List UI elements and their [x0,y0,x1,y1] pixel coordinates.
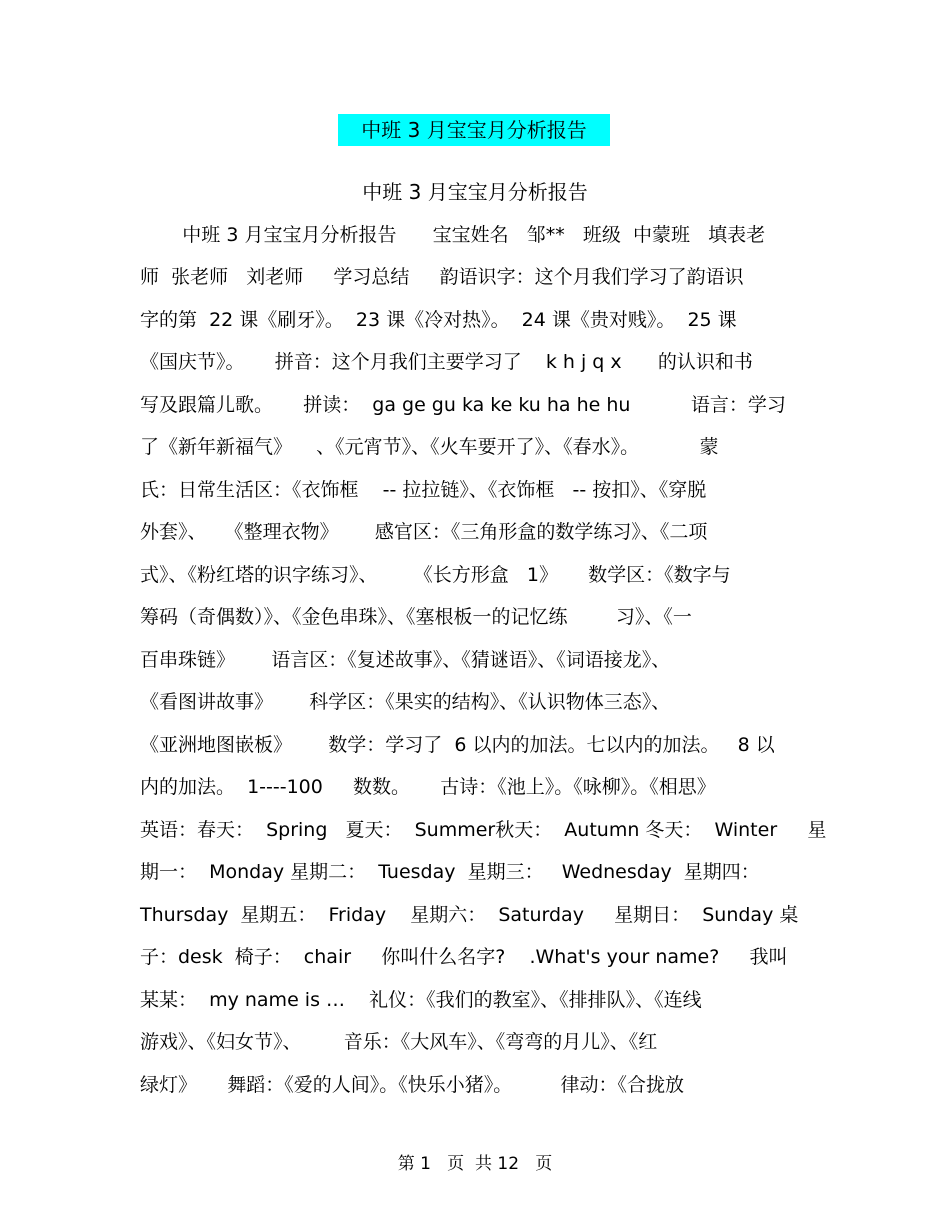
body-line: 外套》、 《整理衣物》 感官区：《三角形盒的数学练习》、《二项 [140,521,708,543]
body-line: 绿灯》 舞蹈：《爱的人间》。《快乐小猪》。 律动：《合拢放 [140,1074,685,1096]
body-line: 筹码（奇偶数）》、《金色串珠》、《塞根板一的记忆练 习》、《一 [140,606,692,628]
body-line: 《亚洲地图嵌板》 数学：学习了 6 以内的加法。七以内的加法。 8 以 [140,734,775,756]
page-footer: 第 1 页 共 12 页 [397,1154,553,1174]
body-line: 氏：日常生活区：《衣饰框 -- 拉拉链》、《衣饰框 -- 按扣》、《穿脱 [140,479,707,501]
body-line: 《国庆节》。 拼音：这个月我们主要学习了 k h j q x 的认识和书 [140,351,753,373]
body-line: 了《新年新福气》 、《元宵节》、《火车要开了》、《春水》。 蒙 [140,436,719,458]
body-line: 子：desk 椅子： chair 你叫什么名字? .What's your name? 我叫 [140,946,788,968]
body-line: 字的第 22 课《刷牙》。 23 课《冷对热》。 24 课《贵对贱》。 25 课 [140,309,737,331]
document-subtitle: 中班 3 月宝宝月分析报告 [362,180,588,204]
body-line: 式》、《粉红塔的识字练习》、 《长方形盒 1》 数学区：《数字与 [140,564,731,586]
body-line: 英语：春天： Spring 夏天： Summer秋天： Autumn 冬天： Winter 星 [140,819,827,841]
body-line: 师 张老师 刘老师 学习总结 韵语识字：这个月我们学习了韵语识 [140,266,744,288]
body-line: 写及跟篇儿歌。 拼读： ga ge gu ka ke ku ha he hu 语言：学习 [140,394,786,416]
body-line: 《看图讲故事》 科学区：《果实的结构》、《认识物体三态》、 [140,691,671,713]
body-line: 中班 3 月宝宝月分析报告 宝宝姓名 邹** 班级 中蒙班 填表老 [140,224,766,246]
body-line: 游戏》、《妇女节》、 音乐：《大风车》、《弯弯的月儿》、《红 [140,1031,658,1053]
body-line: Thursday 星期五： Friday 星期六： Saturday 星期日： Sunday 桌 [140,904,799,926]
body-line: 期一： Monday 星期二： Tuesday 星期三： Wednesday 星期四： [140,861,760,883]
body-line: 百串珠链》 语言区：《复述故事》、《猜谜语》、《词语接龙》、 [140,649,671,671]
body-line: 某某： my name is … 礼仪：《我们的教室》、《排排队》、《连线 [140,989,702,1011]
document-title: 中班 3 月宝宝月分析报告 [338,114,610,146]
body-line: 内的加法。 1----100 数数。 古诗：《池上》。《咏柳》。《相思》 [140,776,716,798]
